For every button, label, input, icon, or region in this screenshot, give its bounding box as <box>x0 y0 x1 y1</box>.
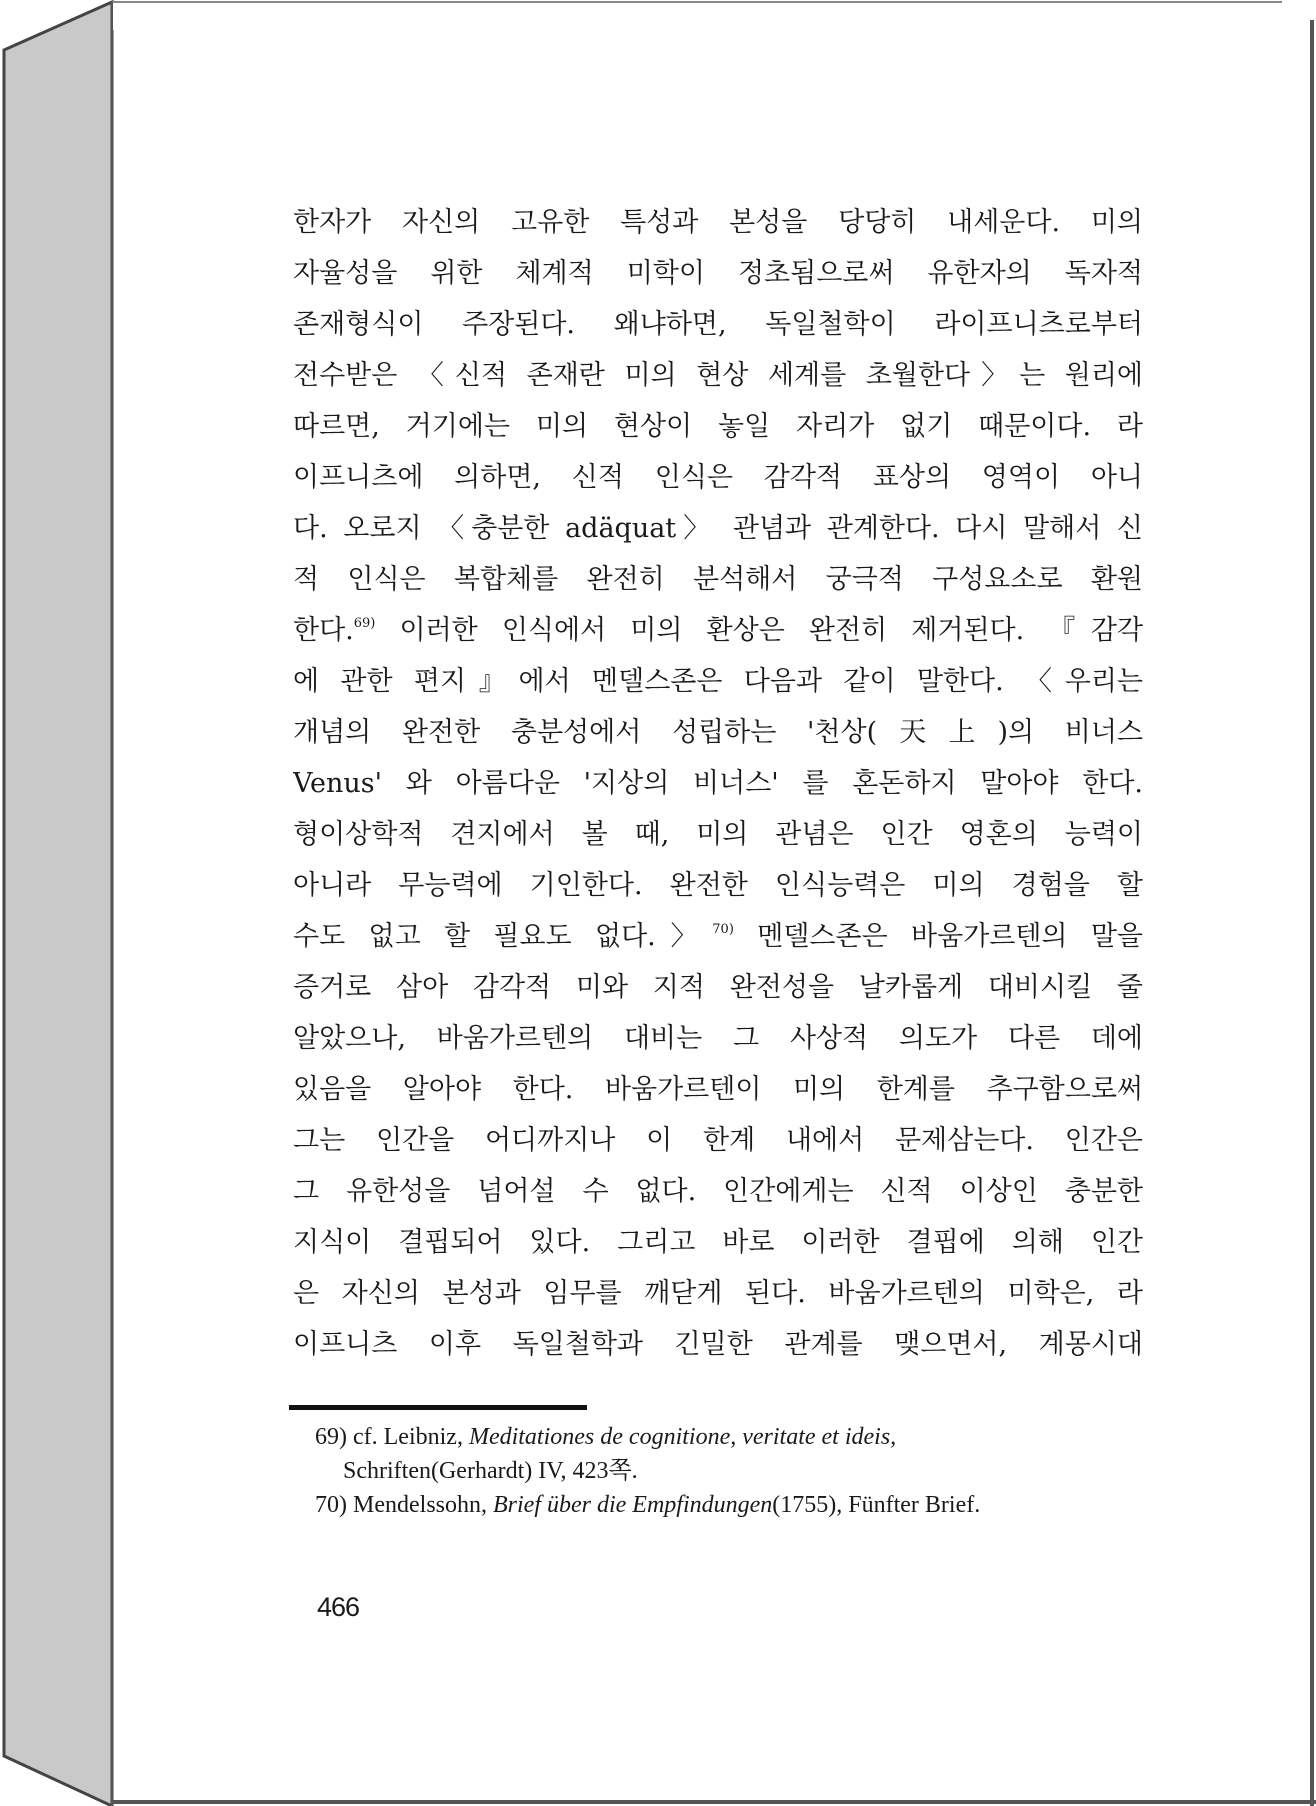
footnote-rule <box>289 1405 587 1410</box>
body-line: 그 유한성을 넘어설 수 없다. 인간에게는 신적 이상인 충분한 <box>293 1176 1143 1207</box>
book-top-edge <box>112 2 1316 30</box>
body-line: 지식이 결핍되어 있다. 그리고 바로 이러한 결핍에 의해 인간 <box>293 1227 1143 1258</box>
footnote-69-author: cf. Leibniz, <box>353 1424 463 1450</box>
body-line: 이프니츠 이후 독일철학과 긴밀한 관계를 맺으면서, 계몽시대 <box>293 1329 1143 1360</box>
footnote-69-mark: 69) <box>315 1424 347 1450</box>
footnote-70-rest: (1755), Fünfter Brief. <box>772 1492 981 1518</box>
body-line: 그는 인간을 어디까지나 이 한계 내에서 문제삼는다. 인간은 <box>293 1125 1143 1156</box>
body-line-text: 수도 없고 할 필요도 없다.〉 <box>293 921 713 952</box>
body-line <box>293 605 1143 656</box>
body-line: 아니라 무능력에 기인한다. 완전한 인식능력은 미의 경험을 할 <box>293 870 1143 901</box>
footnote-70-title: Brief über die Empfindungen <box>493 1492 773 1518</box>
body-line: 있음을 알아야 한다. 바움가르텐이 미의 한계를 추구함으로써 <box>293 1074 1143 1105</box>
body-line-text: 이러한 인식에서 미의 환상은 완전히 제거된다. 『감각 <box>375 615 1143 646</box>
body-line: 따르면, 거기에는 미의 현상이 놓일 자리가 없기 때문이다. 라 <box>293 411 1143 442</box>
footnote-69 <box>315 1420 1155 1454</box>
footnotes <box>315 1420 1155 1522</box>
body-line-text: 멘델스존은 바움가르텐의 말을 <box>733 921 1143 952</box>
body-line: 형이상학적 견지에서 볼 때, 미의 관념은 인간 영혼의 능력이 <box>293 819 1143 850</box>
body-line: Venus' 와 아름다운 '지상의 비너스' 를 혼돈하지 말아야 한다. <box>293 768 1143 799</box>
body-text <box>293 197 1143 1370</box>
body-line: 자율성을 위한 체계적 미학이 정초됨으로써 유한자의 독자적 <box>293 258 1143 289</box>
page-number: 466 <box>317 1592 360 1622</box>
body-line: 은 자신의 본성과 임무를 깨닫게 된다. 바움가르텐의 미학은, 라 <box>293 1278 1143 1309</box>
body-line: 이프니츠에 의하면, 신적 인식은 감각적 표상의 영역이 아니 <box>293 462 1143 493</box>
footnote-69-title: Meditationes de cognitione, veritate et ideis, <box>468 1424 897 1450</box>
body-line: 전수받은 〈신적 존재란 미의 현상 세계를 초월한다〉는 원리에 <box>293 360 1143 391</box>
body-line: 적 인식은 복합체를 완전히 분석해서 궁극적 구성요소로 환원 <box>293 564 1143 595</box>
body-line <box>293 911 1143 962</box>
footnote-reference[interactable]: 70) <box>712 922 734 937</box>
footnote-70-mark: 70) <box>315 1492 347 1518</box>
body-line: 존재형식이 주장된다. 왜냐하면, 독일철학이 라이프니츠로부터 <box>293 309 1143 340</box>
book-spine <box>4 2 112 1806</box>
body-line: 한자가 자신의 고유한 특성과 본성을 당당히 내세운다. 미의 <box>293 207 1143 238</box>
body-line-text: 한다. <box>293 615 354 646</box>
body-line: 증거로 삼아 감각적 미와 지적 완전성을 날카롭게 대비시킬 줄 <box>293 972 1143 1003</box>
footnote-70-author: Mendelssohn, <box>353 1492 487 1518</box>
footnote-70 <box>315 1488 1155 1522</box>
body-line: 알았으나, 바움가르텐의 대비는 그 사상적 의도가 다른 데에 <box>293 1023 1143 1054</box>
footnote-reference[interactable]: 69) <box>353 616 376 631</box>
footnote-69-continuation: Schriften(Gerhardt) IV, 423쪽. <box>343 1458 638 1484</box>
body-line: 다. 오로지 〈충분한 adäquat〉 관념과 관계한다. 다시 말해서 신 <box>293 513 1143 544</box>
body-line: 에 관한 편지』에서 멘델스존은 다음과 같이 말한다. 〈우리는 <box>293 666 1143 697</box>
body-line: 개념의 완전한 충분성에서 성립하는 '천상(天上)의 비너스 <box>293 717 1143 748</box>
